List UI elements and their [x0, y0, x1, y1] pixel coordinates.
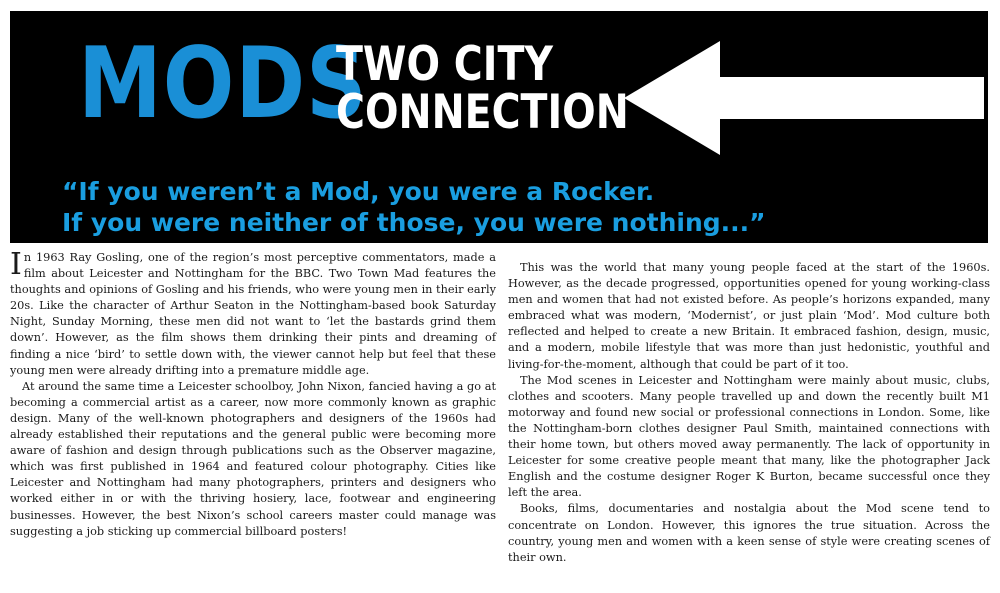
- article-left-column: [10, 247, 496, 540]
- mods-title: MODS: [78, 27, 368, 141]
- left-arrow-icon: [622, 39, 984, 157]
- paragraph: At around the same time a Leicester schoolboy, John Nixon, fancied having a go at becoming a commercial artist as a career, now more commonly known as graphic design. Many of the well-known photographers and designers of the 1960s had already established their reputations and the general public were becoming more aware of fashion and design through publications such as the Observer magazine, which was first published in 1964 and featured colour photography. Cities like Leicester and Nottingham had many photographers, printers and designers who worked either in or with the thriving hosiery, lace, footwear and engineering businesses. However, the best Nixon’s school careers master could manage was suggesting a job sticking up commercial billboard posters!: [10, 379, 496, 538]
- header-banner: [10, 11, 988, 243]
- article-right-column: [508, 260, 990, 566]
- paragraph: The Mod scenes in Leicester and Nottingham were mainly about music, clubs, clothes and scooters. Many people travelled up and down the recently built M1 motorway and found new social or professional connections in London. Some, like the Nottingham-born clothes designer Paul Smith, maintained connections with their home town, but others moved away permanently. The lack of opportunity in Leicester for some creative people meant that many, like the photographer Jack English and the costume designer Roger K Burton, became successful once they left the area.: [508, 373, 990, 500]
- quote-line-1: “If you weren’t a Mod, you were a Rocker.: [62, 177, 655, 206]
- paragraph: [10, 247, 496, 379]
- quote-line-2: If you were neither of those, you were nothing...”: [62, 208, 766, 237]
- subtitle-line-1: TWO CITY: [336, 37, 553, 92]
- left-arrow-shape: [624, 41, 984, 155]
- paragraph: Books, films, documentaries and nostalgia about the Mod scene tend to concentrate on London. However, this ignores the true situation. Across the country, young men and women with a keen sense of style were creating scenes of their own.: [508, 502, 990, 564]
- subtitle-line-2: CONNECTION: [336, 85, 629, 140]
- dropcap-letter: I: [10, 247, 22, 282]
- paragraph-text: n 1963 Ray Gosling, one of the region’s most perceptive commentators, made a film about Leicester and Nottingham for the BBC. Two Town Mad features the thoughts and opinions of Gosling and his friends, who were young men in their early 20s. Like the character of Arthur Seaton in the Nottingham-based book Saturday Night, Sunday Morning, these men did not want to ‘let the bastards grind them down’. However, as the film shows them drinking their pints and dreaming of finding a nice ‘bird’ to settle down with, the viewer cannot help but feel that these young men were already drifting into a premature middle age.: [10, 251, 496, 377]
- two-city-connection-title: [336, 37, 629, 140]
- paragraph: This was the world that many young people faced at the start of the 1960s. However, as the decade progressed, opportunities opened for young working-class men and women that had not existed before. As people’s horizons expanded, many embraced what was modern, ‘Modernist’, or just plain ‘Mod’. Mod culture both reflected and helped to create a new Britain. It embraced fashion, design, music, and a modern, mobile lifestyle that was more than just hedonistic, youthful and living-for-the-moment, although that could be part of it too.: [508, 261, 990, 371]
- banner-quote: [62, 176, 766, 238]
